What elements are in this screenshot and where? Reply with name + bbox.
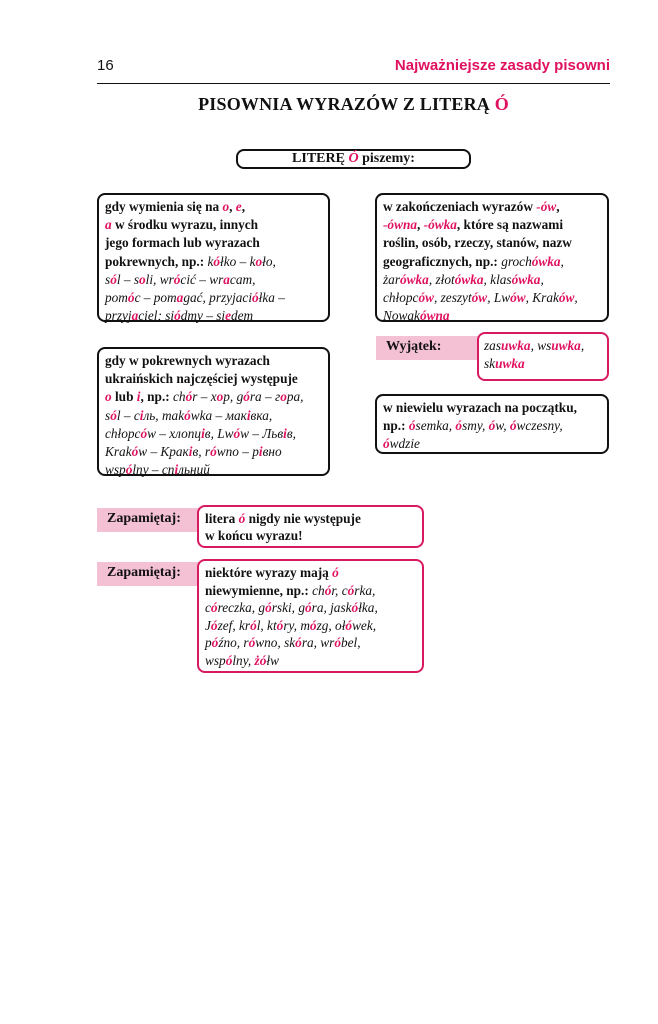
text-run: wdzie (389, 436, 420, 452)
text-run: ra, wr (301, 635, 335, 651)
text-run: wsp (205, 652, 226, 668)
line (205, 599, 416, 617)
text-run: в, (286, 425, 296, 441)
line (383, 289, 601, 307)
line (105, 461, 322, 479)
text-run: dem (230, 308, 254, 324)
remember-box-2 (197, 559, 424, 673)
text-run: ów (558, 290, 575, 306)
text-run: ó (248, 635, 256, 651)
text-run: uwka (551, 338, 581, 353)
rule-header-pill (236, 149, 471, 169)
text-run: і (246, 407, 251, 423)
text-run: wka – мак (190, 407, 247, 423)
text-run: r, c (331, 582, 348, 598)
text-run: lub (111, 389, 137, 405)
text-run: źno, r (218, 635, 249, 651)
text-run: ó (295, 635, 302, 651)
text-run: niektóre wyrazy mają (205, 565, 333, 580)
text-run: przyj (105, 308, 132, 324)
page-number: 16 (97, 57, 114, 74)
text-run: ó (250, 617, 257, 633)
text-run: -ówna (383, 217, 417, 233)
text-run: lny, (232, 652, 255, 668)
text-run: і (201, 425, 205, 441)
text-run: i (136, 389, 141, 405)
text-run: a (131, 308, 139, 324)
text-run: r – х (192, 389, 217, 405)
text-run: ó (210, 444, 217, 460)
text-run: ó (259, 652, 267, 668)
text-run: ów (418, 290, 434, 306)
exception-label: Wyjątek: (376, 336, 479, 360)
line (105, 425, 322, 443)
remember-label-1: Zapamiętaj: (97, 508, 199, 532)
text-run: ło, (262, 253, 276, 269)
text-run: geograficznych, np.: (383, 253, 502, 269)
text-run: l – s (116, 271, 140, 287)
text-run: і (258, 444, 263, 460)
text-run: reczka, g (217, 600, 266, 616)
text-run: p (205, 635, 212, 651)
text-run: Ó (348, 151, 359, 166)
text-run: LITERĘ (292, 151, 349, 166)
text-run: ówka (531, 253, 561, 269)
line: w niewielu wyrazach na początku, (383, 400, 577, 415)
text-run: і (283, 425, 287, 441)
text-run: piszemy: (358, 151, 415, 166)
text-run: gdy wymienia się na (105, 199, 223, 214)
text-run: gać, przyjaci (183, 290, 253, 306)
text-run: ó (509, 418, 517, 434)
text-run: ó (210, 617, 218, 633)
remember-label-2: Zapamiętaj: (97, 562, 199, 586)
text-run: łka – (258, 290, 285, 306)
text-run: s (105, 271, 111, 287)
text-run: J (205, 617, 211, 633)
line (484, 355, 602, 373)
text-run: żar (383, 271, 400, 287)
text-run: łka, (358, 600, 378, 616)
text-run: nigdy nie występuje (245, 511, 361, 526)
text-run: dmy – si (180, 308, 226, 324)
text-run: c – pom (134, 290, 177, 306)
text-run: ó (110, 271, 117, 287)
text-run: ó (304, 600, 312, 616)
text-run: , (540, 271, 544, 287)
header-rule (97, 83, 610, 84)
text-run: np.: (383, 418, 409, 434)
line (105, 388, 322, 406)
line: ukraińskich najczęściej występuje (105, 371, 298, 387)
text-run: ó (265, 600, 272, 616)
text-run: ó (488, 418, 496, 434)
text-run: ó (408, 418, 416, 434)
text-run: ó (140, 425, 148, 441)
text-run: o (139, 271, 146, 287)
line (105, 253, 322, 271)
text-run: w – Льв (240, 425, 284, 441)
text-run: o (255, 253, 263, 269)
text-run: w środku wyrazu, innych (111, 217, 259, 233)
text-run: ó (309, 617, 317, 633)
text-run: , ws (530, 338, 552, 353)
text-run: і (139, 407, 144, 423)
text-run: ów (471, 290, 488, 306)
text-run: ó (185, 389, 193, 405)
text-run: ó (332, 565, 339, 580)
text-run: wno, sk (255, 635, 296, 651)
text-run: ó (225, 652, 233, 668)
text-run: o (105, 389, 112, 405)
text-run: a (105, 217, 112, 233)
page-title (97, 94, 610, 115)
text-run: , zeszyt (433, 290, 472, 306)
text-run: wno – р (216, 444, 259, 460)
text-run: , złot (428, 271, 455, 287)
line (383, 271, 601, 289)
text-run: ch (312, 582, 325, 598)
text-run: Krak (105, 444, 132, 460)
text-run: ó (351, 600, 359, 616)
text-run: ó (345, 617, 353, 633)
text-run: s (105, 407, 111, 423)
text-run: ó (174, 308, 181, 324)
text-run: , (556, 199, 560, 214)
text-run: pom (105, 290, 128, 306)
text-run: smy, (462, 418, 489, 434)
text-run: a (223, 271, 230, 287)
text-run: semka, (415, 418, 456, 434)
line (205, 564, 416, 582)
text-run: sk (484, 356, 496, 371)
line (383, 216, 601, 234)
text-run: chłopc (105, 425, 141, 441)
text-run: ó (184, 407, 191, 423)
text-run: a (176, 290, 184, 306)
text-run: uwka (501, 338, 531, 353)
text-run: ż (254, 652, 260, 668)
text-run: ó (173, 271, 181, 287)
text-run: ch (173, 389, 186, 405)
text-run: льний (178, 462, 210, 478)
line (383, 198, 601, 216)
line (105, 443, 322, 461)
text-run: bel, (341, 635, 361, 651)
text-run: e (225, 308, 231, 324)
text-run: rka, (354, 582, 376, 598)
line: gdy w pokrewnych wyrazach (105, 353, 270, 368)
text-run: ó (127, 290, 135, 306)
text-run: k (207, 253, 214, 269)
text-run: в, Lw (204, 425, 234, 441)
line: roślin, osób, rzeczy, stanów, nazw (383, 235, 572, 251)
text-run: , które są nazwami (456, 217, 564, 233)
text-run: ó (243, 389, 250, 405)
text-run: wsp (105, 462, 126, 478)
text-run: , np.: (140, 389, 174, 405)
rule-box-ukrainian (97, 347, 330, 476)
line (105, 307, 322, 325)
text-run: l, kt (256, 617, 277, 633)
text-run: cam, (229, 271, 256, 287)
text-run: ra, jask (311, 600, 352, 616)
text-run: li, wr (145, 271, 174, 287)
line (105, 289, 322, 307)
line (105, 216, 322, 234)
text-run: e (235, 199, 242, 214)
text-run: uwka (495, 356, 525, 371)
text-run: , (574, 290, 578, 306)
text-run: w – хлопц (147, 425, 202, 441)
text-run: ó (233, 425, 241, 441)
exception-box (477, 332, 609, 381)
text-run: zg, oł (316, 617, 346, 633)
text-run: ó (110, 407, 117, 423)
text-run: ówka (454, 271, 484, 287)
text-run: ó (252, 290, 259, 306)
text-run: ó (334, 635, 341, 651)
text-run: zas (484, 338, 501, 353)
rule-box-alternation (97, 193, 330, 322)
text-run: pokrewnych, np.: (105, 253, 208, 269)
line (105, 407, 322, 425)
text-run: , (417, 217, 424, 233)
text-run: zef, kr (217, 617, 251, 633)
line (105, 271, 322, 289)
text-run: ówka (400, 271, 429, 287)
text-run: о (216, 389, 224, 405)
text-run: вно (262, 444, 282, 460)
text-run: ry, m (283, 617, 310, 633)
running-title: Najważniejsze zasady pisowni (394, 57, 610, 74)
line (205, 634, 416, 652)
text-run: -ówka (423, 217, 457, 233)
text-run: р, g (223, 389, 244, 405)
text-run: groch (501, 253, 532, 269)
text-run: , (560, 253, 564, 269)
text-run: łko – k (220, 253, 256, 269)
text-run: litera (205, 511, 239, 526)
text-run: , Lw (487, 290, 511, 306)
line (383, 417, 601, 435)
line: jego formach lub wyrazach (105, 235, 260, 251)
text-run: ó (347, 582, 355, 598)
text-run: ль, mak (143, 407, 185, 423)
text-run: ó (210, 600, 218, 616)
text-run: cić – wr (180, 271, 224, 287)
text-run: wczesny, (516, 418, 563, 434)
text-run: ó (125, 462, 133, 478)
rule-box-initial (375, 394, 609, 454)
text-run: ówka (511, 271, 541, 287)
text-run: ра, (286, 389, 304, 405)
line (105, 198, 322, 216)
text-run: в, r (192, 444, 211, 460)
text-run: ó (238, 511, 246, 526)
text-run: lny – сп (132, 462, 175, 478)
text-run: о (280, 389, 287, 405)
line (205, 582, 416, 600)
text-run: ó (276, 617, 284, 633)
text-run: ówna (419, 308, 450, 324)
title-text: PISOWNIA WYRAZÓW Z LITERĄ (198, 94, 495, 114)
line (383, 435, 601, 453)
text-run: c (205, 600, 211, 616)
line (205, 617, 416, 635)
line (205, 652, 416, 670)
text-run: wek, (352, 617, 377, 633)
text-run: -ów (536, 199, 557, 214)
line (205, 510, 416, 527)
remember-box-1 (197, 505, 424, 548)
title-accent: Ó (494, 94, 509, 114)
text-run: łw (266, 652, 279, 668)
text-run: , Krak (525, 290, 559, 306)
text-run: ó (455, 418, 463, 434)
text-run: ó (211, 635, 219, 651)
text-run: ó (383, 436, 390, 452)
text-run: , (241, 199, 246, 214)
text-run: rski, g (271, 600, 305, 616)
text-run: o (222, 199, 230, 214)
text-run: , (580, 338, 585, 353)
text-run: ra – г (249, 389, 281, 405)
text-run: l – с (116, 407, 140, 423)
text-run: w, (495, 418, 510, 434)
text-run: ó (213, 253, 221, 269)
line (383, 253, 601, 271)
line (484, 337, 602, 355)
text-run: ciel; si (138, 308, 175, 324)
line (383, 307, 601, 325)
text-run: , (229, 199, 236, 214)
text-run: вка, (250, 407, 273, 423)
text-run: Nowak (383, 308, 420, 324)
text-run: і (174, 462, 179, 478)
text-run: і (188, 444, 193, 460)
text-run: ó (324, 582, 332, 598)
text-run: niewymienne, np.: (205, 582, 313, 598)
line: w końcu wyrazu! (205, 528, 303, 543)
text-run: , klas (483, 271, 512, 287)
text-run: ów (510, 290, 526, 306)
text-run: w zakończeniach wyrazów (383, 199, 537, 214)
text-run: w – Крак (138, 444, 189, 460)
rule-box-endings (375, 193, 609, 322)
text-run: ó (131, 444, 139, 460)
text-run: chłopc (383, 290, 419, 306)
